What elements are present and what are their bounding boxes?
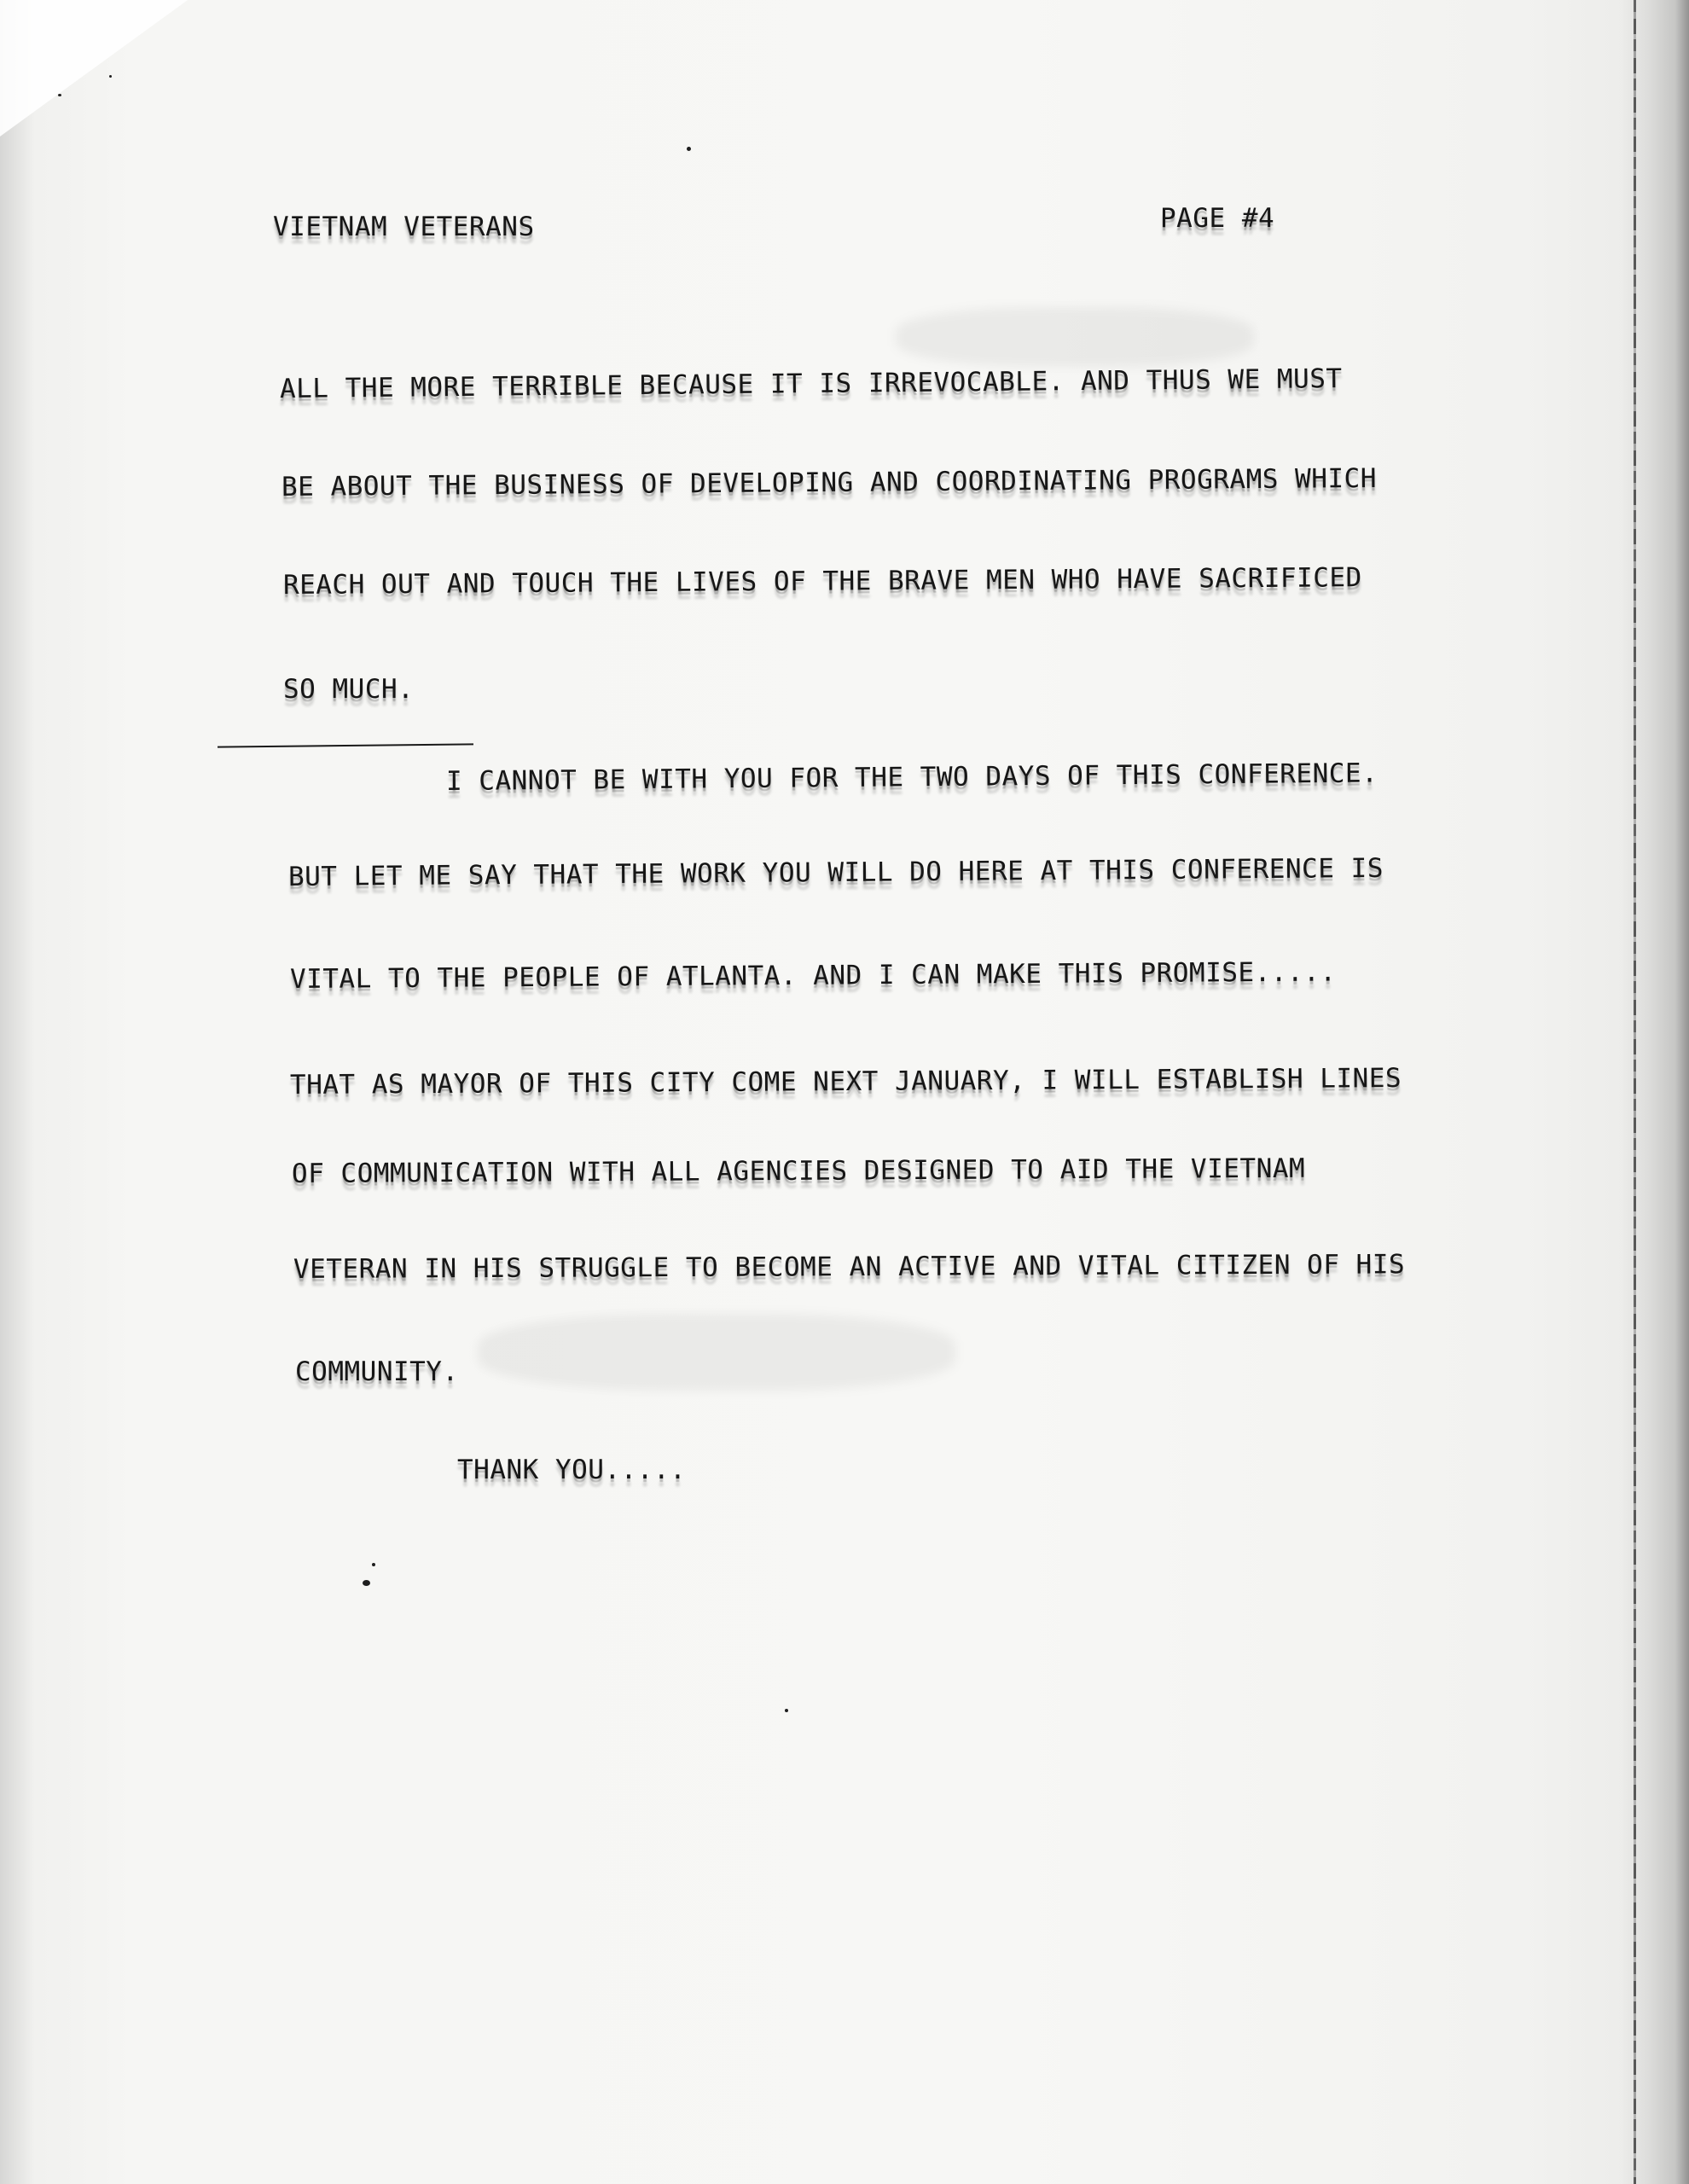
closing-line: THANK YOU..... [457, 1455, 687, 1485]
body-line: OF COMMUNICATION WITH ALL AGENCIES DESIGNED TO AID THE VIETNAM [291, 1153, 1306, 1189]
body-line: VITAL TO THE PEOPLE OF ATLANTA. AND I CAN MAKE THIS PROMISE..... [289, 956, 1337, 995]
body-line: COMMUNITY. [295, 1356, 459, 1387]
body-line: BUT LET ME SAY THAT THE WORK YOU WILL DO HERE AT THIS CONFERENCE IS [287, 852, 1384, 892]
ink-speck [363, 1580, 370, 1586]
faint-smudge [478, 1314, 955, 1391]
ink-speck [372, 1563, 375, 1566]
scan-right-edge-line [1634, 0, 1636, 2184]
scan-left-edge [0, 0, 34, 2184]
ink-speck [58, 94, 61, 96]
scan-right-edge-shadow [1621, 0, 1689, 2184]
ink-speck [687, 147, 691, 151]
body-line: I CANNOT BE WITH YOU FOR THE TWO DAYS OF THIS CONFERENCE. [445, 758, 1378, 797]
body-line: SO MUCH. [283, 674, 415, 705]
body-line: BE ABOUT THE BUSINESS OF DEVELOPING AND COORDINATING PROGRAMS WHICH [281, 462, 1378, 502]
body-line: ALL THE MORE TERRIBLE BECAUSE IT IS IRREVOCABLE. AND THUS WE MUST [279, 363, 1343, 404]
ink-speck [785, 1709, 788, 1712]
handwritten-margin-line [218, 743, 473, 747]
folded-corner [0, 0, 188, 136]
ink-speck [109, 75, 112, 78]
body-line: THAT AS MAYOR OF THIS CITY COME NEXT JANUARY, I WILL ESTABLISH LINES [289, 1063, 1402, 1101]
body-line: REACH OUT AND TOUCH THE LIVES OF THE BRAVE MEN WHO HAVE SACRIFICED [282, 562, 1362, 601]
faint-smudge [896, 307, 1254, 367]
body-line: VETERAN IN HIS STRUGGLE TO BECOME AN ACTIVE AND VITAL CITIZEN OF HIS [293, 1249, 1406, 1285]
document-header-title: VIETNAM VETERANS [273, 212, 535, 242]
page-number: PAGE #4 [1160, 203, 1275, 234]
